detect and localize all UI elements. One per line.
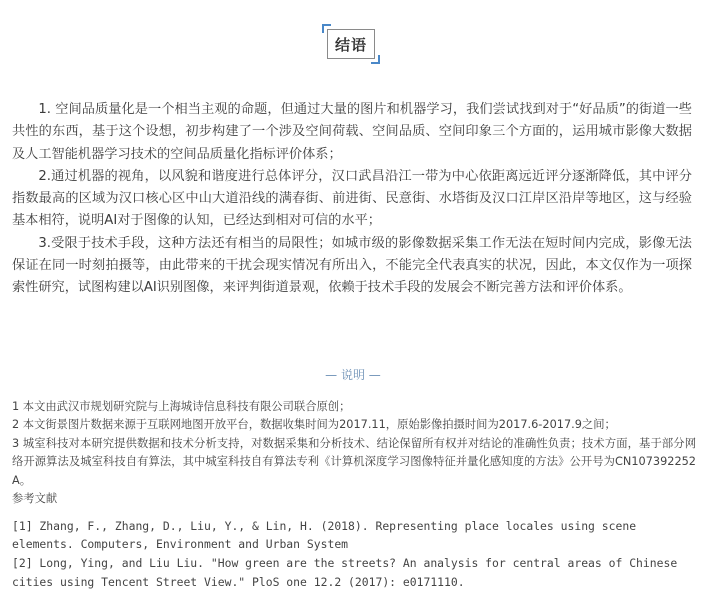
notes-heading: — 说明 — bbox=[325, 368, 381, 382]
title-frame bbox=[327, 29, 375, 59]
reference-item-2: [2] Long, Ying, and Liu Liu. "How green are the streets? An analysis for central areas of Chinese cities using Tencent Street View." PloS one 12.2 (2017): e0171110. bbox=[12, 556, 678, 589]
conclusion-paragraph-1: 1. 空间品质量化是一个相当主观的命题，但通过大量的图片和机器学习，我们尝试找到对于“好品质”的街道一些共性的东西，基于这个设想，初步构建了一个涉及空间荷载、空间品质、空间印象三个方面的，运用城市影像大数据及人工智能机器学习技术的空间品质量化指标评价体系； bbox=[12, 102, 692, 162]
conclusion-paragraph-2: 2.通过机器的视角，以风貌和谐度进行总体评分，汉口武昌沿江一带为中心依距离远近评分逐渐降低，其中评分指数最高的区域为汉口核心区中山大道沿线的满春街、前进街、民意街、水塔街及汉口江岸区沿岸等地区，这与经验基本相符，说明AI对于图像的认知，已经达到相对可信的水平； bbox=[12, 168, 692, 229]
conclusion-body bbox=[12, 99, 692, 300]
conclusion-paragraph-3: 3.受限于技术手段，这种方法还有相当的局限性；如城市级的影像数据采集工作无法在短时间内完成，影像无法保证在同一时刻拍摄等，由此带来的干扰会现实情况有所出入，不能完全代表真实的状况，因此，本文仅作为一项探索性研究，试图构建以AI识别图像，来评判街道景观，依赖于技术手段的发展会不断完善方法和评价体系。 bbox=[12, 235, 692, 296]
references-list bbox=[12, 517, 696, 592]
section-title: 结语 bbox=[334, 35, 367, 54]
references-heading: 参考文献 bbox=[12, 492, 58, 506]
section-title-box bbox=[322, 24, 380, 64]
reference-item-1: [1] Zhang, F., Zhang, D., Liu, Y., & Lin, H. (2018). Representing place locales using scene elements. Computers, Environment and Urban System bbox=[12, 519, 637, 552]
note-item-1: 1 本文由武汉市规划研究院与上海城诗信息科技有限公司联合原创； bbox=[12, 400, 351, 413]
notes-list bbox=[12, 398, 696, 508]
note-item-2: 2 本文街景图片数据来源于互联网地图开放平台，数据收集时间为2017.11，原始影像拍摄时间为2017.6-2017.9之间； bbox=[12, 418, 616, 432]
note-item-3: 3 城室科技对本研究提供数据和技术分析支持，对数据采集和分析技术、结论保留所有权并对结论的准确性负责；技术方面，基于部分网络开源算法及城室科技自有算法，其中城室科技自有算法专利《计算机深度学习图像特征并量化感知度的方法》公开号为CN107392252A。 bbox=[12, 436, 696, 487]
